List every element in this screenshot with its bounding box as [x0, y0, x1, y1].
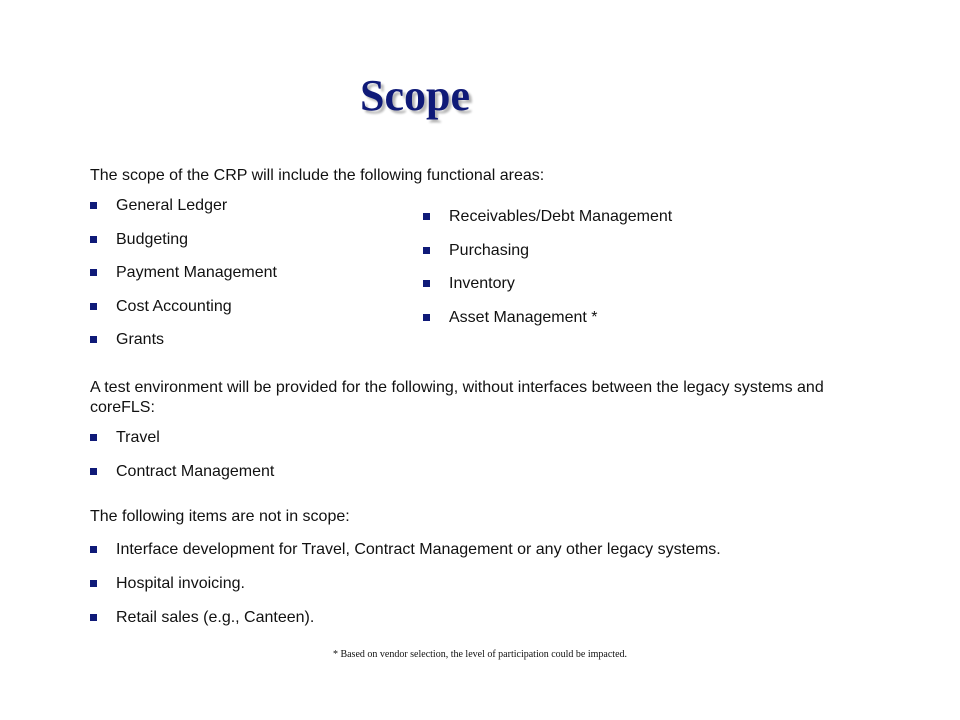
not-in-scope-list [90, 540, 721, 642]
list-item [90, 462, 274, 482]
list-item-label: Receivables/Debt Management [449, 208, 673, 225]
intro-text: The scope of the CRP will include the following functional areas: [90, 167, 545, 184]
list-item-label: Hospital invoicing. [116, 575, 245, 592]
list-item [423, 274, 672, 294]
list-item [90, 196, 277, 216]
square-bullet-icon [90, 546, 97, 553]
list-item [90, 297, 277, 317]
list-item-label: Purchasing [449, 241, 530, 259]
square-bullet-icon [90, 336, 97, 343]
list-item-label: Contract Management [116, 462, 275, 480]
list-item [423, 241, 672, 261]
footnote: * Based on vendor selection, the level of participation could be impacted. [332, 649, 628, 660]
square-bullet-icon [90, 614, 97, 621]
square-bullet-icon [90, 236, 97, 243]
square-bullet-icon [90, 468, 97, 475]
square-bullet-icon [90, 303, 97, 310]
list-item-label: Grants [116, 331, 165, 348]
list-item-label: Payment Management [116, 264, 277, 281]
list-item [423, 207, 672, 227]
list-item-label: Interface development for Travel, Contract Management or any other legacy systems. [116, 541, 721, 558]
list-item [90, 574, 721, 594]
square-bullet-icon [90, 269, 97, 276]
test-environment-text: A test environment will be provided for the following, without interfaces between the legacy systems and coreFLS: [90, 379, 824, 416]
not-in-scope-text: The following items are not in scope: [90, 508, 350, 525]
list-item [423, 308, 672, 328]
list-item [90, 330, 277, 350]
list-item [90, 608, 721, 628]
list-item-label: Asset Management * [449, 308, 598, 326]
square-bullet-icon [423, 247, 430, 254]
square-bullet-icon [423, 213, 430, 220]
list-item [90, 540, 721, 560]
list-item-label: General Ledger [116, 197, 228, 214]
square-bullet-icon [90, 580, 97, 587]
list-item-label: Budgeting [116, 230, 189, 248]
test-environment-list [90, 428, 274, 495]
square-bullet-icon [90, 434, 97, 441]
list-item-label: Inventory [449, 275, 515, 292]
list-item [90, 263, 277, 283]
list-item [90, 428, 274, 448]
square-bullet-icon [423, 280, 430, 287]
functional-areas-right-list [423, 207, 672, 341]
list-item [90, 230, 277, 250]
list-item-label: Retail sales (e.g., Canteen). [116, 609, 315, 626]
list-item-label: Travel [116, 429, 160, 446]
page-title: Scope [360, 71, 470, 120]
square-bullet-icon [423, 314, 430, 321]
functional-areas-left-list [90, 196, 277, 364]
square-bullet-icon [90, 202, 97, 209]
list-item-label: Cost Accounting [116, 297, 232, 315]
